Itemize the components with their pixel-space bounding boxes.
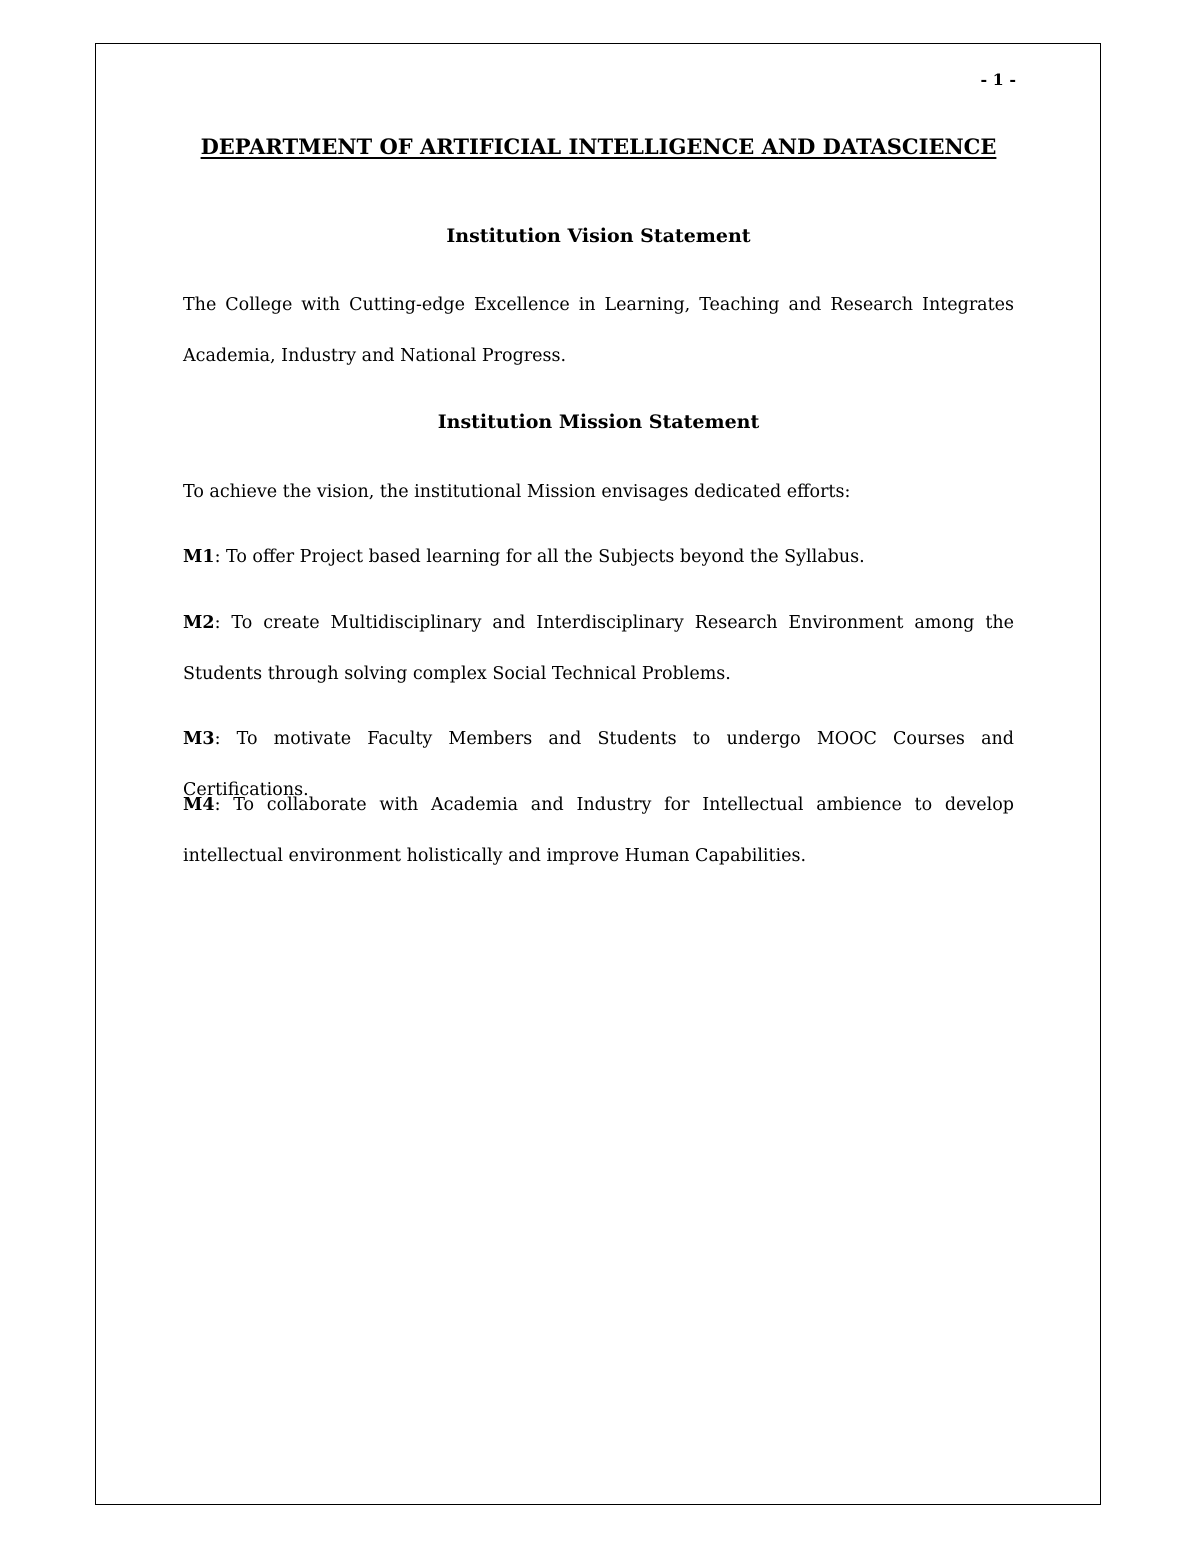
mission-item-m2: [183, 598, 1014, 700]
mission-item-label: M3: [183, 729, 215, 749]
mission-item-label: M4: [183, 795, 215, 815]
page-number: - 1 -: [980, 70, 1016, 89]
mission-item-m4: [183, 780, 1014, 882]
mission-item-label: M1: [183, 547, 215, 567]
mission-item-text: : To collaborate with Academia and Industry for Intellectual ambience to develop intellectual environment holistically and improve Human Capabilities.: [183, 795, 1014, 866]
vision-statement: The College with Cutting-edge Excellence in Learning, Teaching and Research Integrates Academia, Industry and National Progress.: [183, 295, 1014, 366]
mission-intro: To achieve the vision, the institutional Mission envisages dedicated efforts:: [183, 482, 851, 502]
department-title: DEPARTMENT OF ARTIFICIAL INTELLIGENCE AND DATASCIENCE: [200, 134, 997, 159]
mission-item-text: : To create Multidisciplinary and Interdisciplinary Research Environment among the Students through solving complex Social Technical Problems.: [183, 613, 1014, 684]
mission-item-text: : To motivate Faculty Members and Students to undergo MOOC Courses and Certifications.: [183, 729, 1014, 800]
mission-item-text: : To offer Project based learning for all the Subjects beyond the Syllabus.: [214, 547, 865, 567]
vision-heading: Institution Vision Statement: [446, 225, 751, 247]
mission-item-m1: [183, 532, 1014, 583]
mission-heading: Institution Mission Statement: [437, 411, 760, 433]
mission-item-label: M2: [183, 613, 215, 633]
